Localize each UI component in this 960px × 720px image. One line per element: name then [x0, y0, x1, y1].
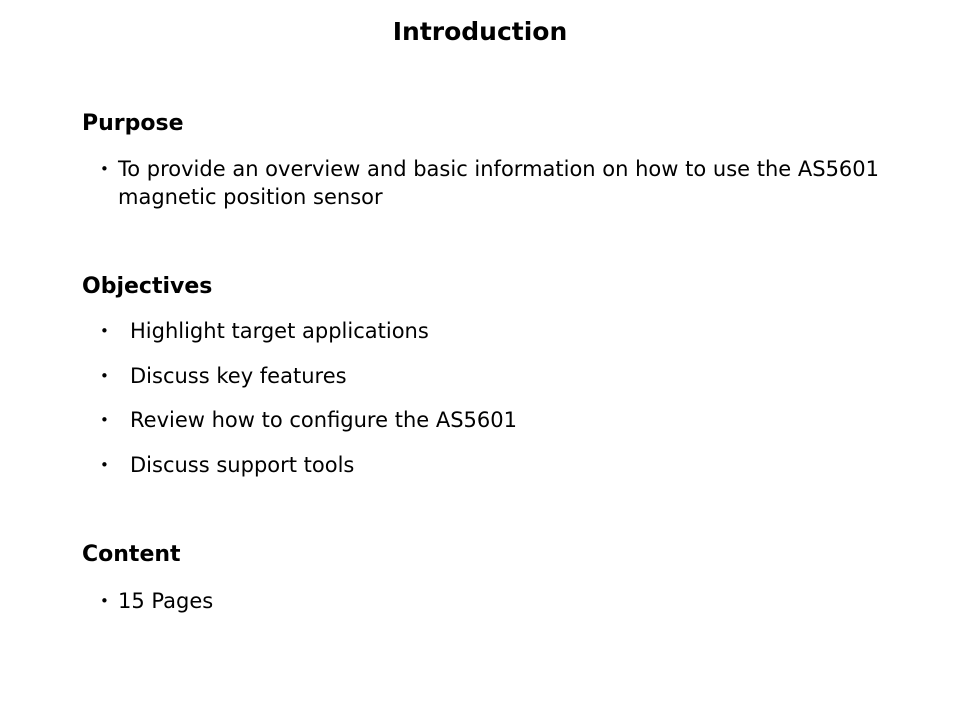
list-item: [100, 362, 347, 390]
bullet-icon: •: [100, 160, 109, 178]
objective-text: Discuss support tools: [130, 453, 355, 477]
objective-text: Discuss key features: [130, 364, 347, 388]
list-item: [100, 587, 880, 615]
list-item: [100, 155, 880, 211]
bullet-icon: •: [100, 367, 109, 385]
list-item: [100, 406, 517, 434]
objective-text: Highlight target applications: [130, 319, 429, 343]
bullet-icon: •: [100, 322, 109, 340]
objectives-heading: Objectives: [82, 274, 213, 299]
purpose-bullet-text: To provide an overview and basic information on how to use the AS5601 magnetic position sensor: [118, 157, 880, 209]
bullet-icon: •: [100, 592, 109, 610]
objective-text: Review how to configure the AS5601: [130, 408, 517, 432]
content-bullet-text: 15 Pages: [118, 589, 214, 613]
list-item: [100, 317, 429, 345]
bullet-icon: •: [100, 411, 109, 429]
purpose-heading: Purpose: [82, 111, 184, 136]
content-heading: Content: [82, 542, 181, 567]
purpose-list: [100, 155, 880, 211]
list-item: [100, 451, 354, 479]
bullet-icon: •: [100, 456, 109, 474]
content-list: [100, 587, 880, 615]
slide-title: Introduction: [392, 17, 568, 46]
